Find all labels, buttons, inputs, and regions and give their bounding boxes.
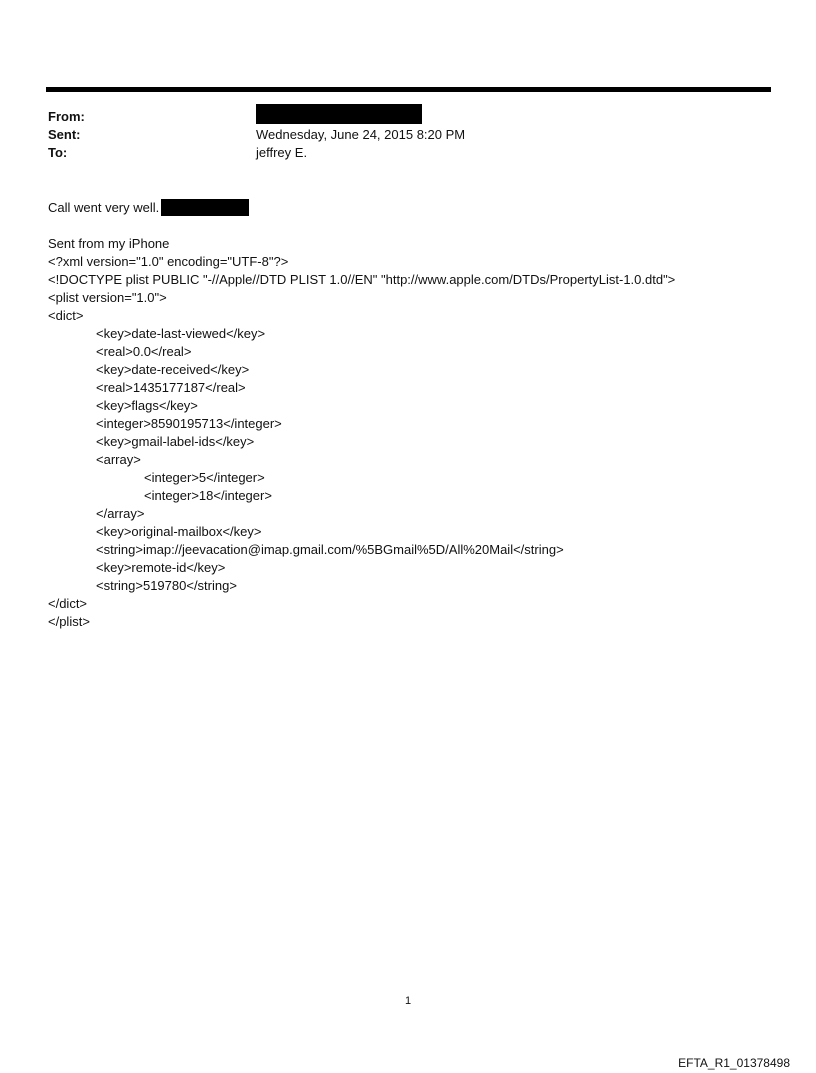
xml-line: <string>imap://jeevacation@imap.gmail.com/%5BGmail%5D/All%20Mail</string> (96, 542, 564, 557)
sent-row (48, 126, 748, 144)
email-header (48, 108, 748, 162)
xml-line: <real>1435177187</real> (96, 380, 246, 395)
from-label: From: (48, 109, 85, 124)
body-spacer (48, 217, 788, 235)
xml-line: <key>date-received</key> (96, 362, 250, 377)
xml-line: <integer>8590195713</integer> (96, 416, 282, 431)
xml-line: <key>gmail-label-ids</key> (96, 434, 255, 449)
xml-line: <array> (96, 452, 141, 467)
xml-line: <key>original-mailbox</key> (96, 524, 262, 539)
xml-line: </plist> (48, 614, 90, 629)
xml-line: </array> (96, 506, 145, 521)
from-redaction-block (256, 104, 422, 124)
body-redaction-block (161, 199, 249, 216)
xml-line: <key>flags</key> (96, 398, 198, 413)
from-row (48, 108, 748, 126)
body-first-line-text: Call went very well. (48, 200, 160, 215)
xml-line: <real>0.0</real> (96, 344, 192, 359)
to-row (48, 144, 748, 162)
sent-value: Wednesday, June 24, 2015 8:20 PM (256, 127, 466, 142)
xml-line: <string>519780</string> (96, 578, 237, 593)
xml-line: <!DOCTYPE plist PUBLIC "-//Apple//DTD PLIST 1.0//EN" "http://www.apple.com/DTDs/PropertyList-1.0.dtd"> (48, 272, 676, 287)
to-label: To: (48, 145, 68, 160)
xml-line: <integer>5</integer> (144, 470, 265, 485)
xml-line: <dict> (48, 308, 84, 323)
xml-line: </dict> (48, 596, 88, 611)
header-divider-rule (46, 87, 771, 92)
xml-line: <?xml version="1.0" encoding="UTF-8"?> (48, 254, 289, 269)
page-number: 1 (404, 995, 412, 1007)
email-body (48, 199, 788, 631)
xml-line: <key>remote-id</key> (96, 560, 226, 575)
xml-line: <integer>18</integer> (144, 488, 272, 503)
from-value (256, 108, 422, 126)
xml-line: <key>date-last-viewed</key> (96, 326, 266, 341)
bates-number: EFTA_R1_01378498 (678, 1056, 790, 1070)
sent-label: Sent: (48, 127, 81, 142)
signature-line: Sent from my iPhone (48, 236, 170, 251)
to-value: jeffrey E. (256, 145, 308, 160)
xml-line: <plist version="1.0"> (48, 290, 167, 305)
body-first-line (48, 199, 788, 217)
